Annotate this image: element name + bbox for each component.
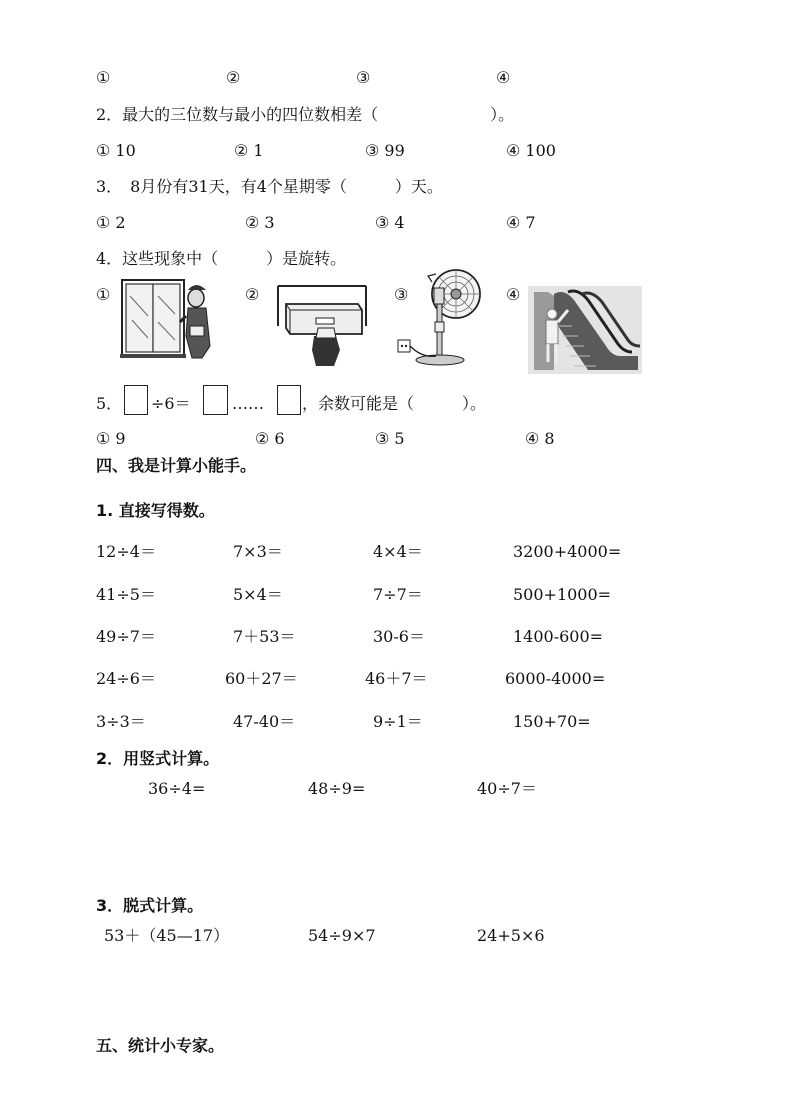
vertical-calc-item: 40÷7＝: [477, 779, 537, 798]
q2-option-4: ④ 100: [506, 141, 556, 160]
q2-option-1: ① 10: [96, 141, 136, 160]
quotient-box: [203, 385, 228, 415]
q3-option-4: ④ 7: [506, 213, 536, 232]
calc-item: 5×4＝: [233, 585, 283, 604]
q1-option-2: ②: [226, 68, 241, 87]
q4-stem: 4．这些现象中（ ）是旋转。: [96, 249, 347, 268]
q4-label-2: ②: [245, 285, 260, 304]
q3-option-2: ② 3: [245, 213, 275, 232]
section4-title: 四、我是计算小能手。: [96, 456, 257, 475]
q5-tail: ，余数可能是（ ）。: [302, 394, 487, 413]
window-sliding-icon: [120, 276, 212, 360]
part3-title: 3．脱式计算。: [96, 896, 204, 915]
calc-item: 24÷6＝: [96, 669, 156, 688]
calc-item: 6000-4000=: [505, 669, 606, 688]
calc-item: 30-6＝: [373, 627, 425, 646]
q4-label-3: ③: [394, 285, 409, 304]
q5-number: 5．: [96, 394, 123, 413]
q5-option-4: ④ 8: [525, 429, 555, 448]
q3-stem: 3． 8月份有31天，有4个星期零（ ）天。: [96, 177, 443, 196]
step-calc-item: 54÷9×7: [308, 926, 376, 945]
vertical-calc-item: 36÷4=: [148, 779, 206, 798]
q1-option-3: ③: [356, 68, 371, 87]
calc-item: 500+1000=: [513, 585, 612, 604]
q3-option-1: ① 2: [96, 213, 126, 232]
calc-item: 3÷3＝: [96, 712, 146, 731]
calc-item: 41÷5＝: [96, 585, 156, 604]
q5-option-2: ② 6: [255, 429, 285, 448]
escalator-icon: [528, 286, 642, 374]
calc-item: 9÷1＝: [373, 712, 423, 731]
drawer-pull-icon: [274, 280, 370, 368]
calc-item: 4×4＝: [373, 542, 423, 561]
q5-dots: ……: [232, 394, 264, 413]
calc-item: 1400-600=: [513, 627, 604, 646]
calc-item: 60＋27＝: [225, 669, 298, 688]
electric-fan-icon: [392, 266, 488, 370]
calc-item: 7×3＝: [233, 542, 283, 561]
part1-title: 1. 直接写得数。: [96, 501, 215, 520]
q2-option-2: ② 1: [234, 141, 264, 160]
calc-item: 150+70=: [513, 712, 591, 731]
q5-divide-text: ÷6＝: [151, 394, 191, 413]
section5-title: 五、统计小专家。: [96, 1036, 225, 1055]
q4-label-1: ①: [96, 285, 111, 304]
remainder-box: [277, 385, 301, 415]
q2-stem: 2．最大的三位数与最小的四位数相差（ ）。: [96, 105, 515, 124]
step-calc-item: 53＋（45—17）: [104, 926, 230, 945]
dividend-box: [124, 385, 148, 415]
calc-item: 49÷7＝: [96, 627, 156, 646]
calc-item: 7÷7＝: [373, 585, 423, 604]
q2-option-3: ③ 99: [365, 141, 405, 160]
calc-item: 12÷4＝: [96, 542, 156, 561]
step-calc-item: 24+5×6: [477, 926, 545, 945]
calc-item: 3200+4000=: [513, 542, 622, 561]
q3-option-3: ③ 4: [375, 213, 405, 232]
calc-item: 46＋7＝: [365, 669, 428, 688]
q5-option-1: ① 9: [96, 429, 126, 448]
calc-item: 47-40＝: [233, 712, 296, 731]
q1-option-1: ①: [96, 68, 111, 87]
q1-option-4: ④: [496, 68, 511, 87]
calc-item: 7＋53＝: [233, 627, 296, 646]
q5-option-3: ③ 5: [375, 429, 405, 448]
vertical-calc-item: 48÷9=: [308, 779, 366, 798]
q4-label-4: ④: [506, 285, 521, 304]
part2-title: 2．用竖式计算。: [96, 749, 220, 768]
